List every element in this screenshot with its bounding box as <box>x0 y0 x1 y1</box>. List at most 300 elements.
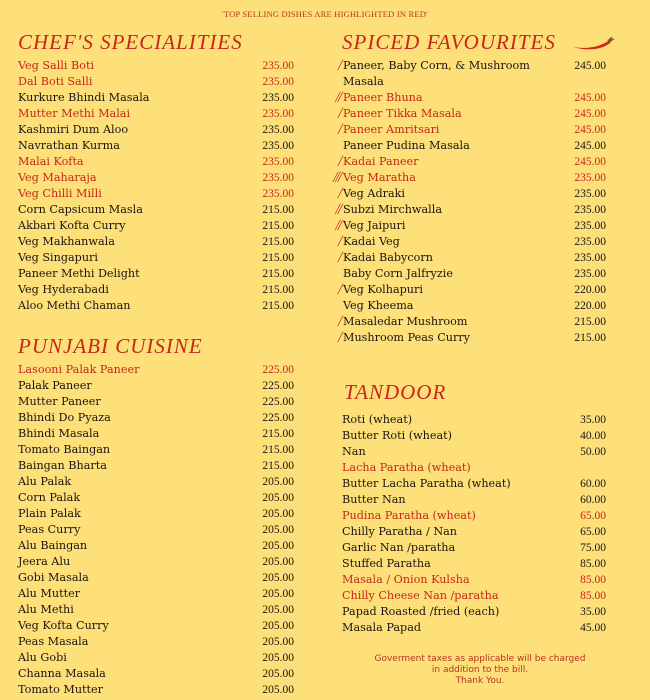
menu-item-price: 220.00 <box>574 284 606 296</box>
menu-item <box>18 266 298 282</box>
menu-item-label: Corn Capsicum Masla <box>18 203 143 216</box>
menu-item <box>326 298 630 314</box>
menu-item <box>326 122 630 138</box>
menu-item-price: 215.00 <box>262 300 294 312</box>
menu-item <box>18 586 298 602</box>
menu-item <box>326 234 630 250</box>
menu-item <box>326 90 630 106</box>
menu-item-price: 85.00 <box>580 558 606 570</box>
menu-item-price: 60.00 <box>580 494 606 506</box>
menu-item-name <box>326 170 543 186</box>
chilli-rating-icon: ╱ <box>337 189 340 199</box>
menu-item-label: Bhindi Do Pyaza <box>18 411 111 424</box>
menu-item-name <box>18 90 149 106</box>
menu-item <box>326 330 630 346</box>
menu-item-price: 50.00 <box>580 446 606 458</box>
menu-item-label: Subzi Mirchwalla <box>343 203 442 216</box>
menu-item-label: Malai Kofta <box>18 155 84 168</box>
menu-item-name <box>18 186 102 202</box>
menu-item <box>326 444 630 460</box>
menu-item-label: Aloo Methi Chaman <box>18 299 131 312</box>
menu-item-label: Kadai Babycorn <box>343 251 433 264</box>
menu-item-name <box>342 476 511 492</box>
menu-item-price: 215.00 <box>262 444 294 456</box>
menu-item-name <box>342 428 452 444</box>
menu-item-label: Veg Hyderabadi <box>18 283 109 296</box>
menu-item-label: Corn Palak <box>18 491 81 504</box>
menu-item <box>326 58 630 90</box>
menu-item-name <box>326 122 543 138</box>
menu-item-label: Veg Kolhapuri <box>343 283 423 296</box>
menu-item-price: 215.00 <box>574 332 606 344</box>
menu-item-label: Paneer Methi Delight <box>18 267 140 280</box>
menu-item-label: Alu Methi <box>18 603 74 616</box>
menu-item <box>18 154 298 170</box>
menu-item <box>326 620 630 636</box>
menu-item-price: 205.00 <box>262 508 294 520</box>
menu-item-label: Paneer Amritsari <box>343 123 440 136</box>
menu-item-name <box>18 458 107 474</box>
menu-item-price: 235.00 <box>262 60 294 72</box>
menu-item-label: Masaledar Mushroom <box>343 315 468 328</box>
chilli-rating-icon: ╱ <box>337 253 340 263</box>
chilli-rating-icon: ╱╱ <box>335 221 340 231</box>
menu-item-name <box>18 634 88 650</box>
top-selling-notice: 'TOP SELLING DISHES ARE HIGHLIGHTED IN RED' <box>222 9 428 19</box>
menu-item-label: Papad Roasted /fried (each) <box>342 605 500 618</box>
menu-item <box>326 138 630 154</box>
menu-item-label: Paneer, Baby Corn, & Mushroom Masala <box>343 59 530 88</box>
menu-item-price: 225.00 <box>262 380 294 392</box>
menu-item <box>18 554 298 570</box>
menu-item <box>326 540 630 556</box>
menu-item-label: Stuffed Paratha <box>342 557 431 570</box>
menu-item-label: Veg Salli Boti <box>18 59 95 72</box>
menu-item-label: Alu Baingan <box>18 539 88 552</box>
menu-item-price: 235.00 <box>262 92 294 104</box>
menu-item-name <box>18 362 139 378</box>
menu-item-name <box>326 314 543 330</box>
chilli-rating-icon: ╱ <box>337 125 340 135</box>
menu-item <box>326 428 630 444</box>
menu-item-name <box>326 106 543 122</box>
menu-item <box>326 492 630 508</box>
menu-item-name <box>326 202 543 218</box>
menu-item-price: 235.00 <box>574 172 606 184</box>
menu-item <box>326 266 630 282</box>
menu-item-label: Alu Mutter <box>18 587 81 600</box>
menu-item-name <box>18 522 80 538</box>
menu-item-name <box>342 604 499 620</box>
menu-item-price: 205.00 <box>262 684 294 696</box>
chilli-rating-icon: ╱ <box>337 109 340 119</box>
menu-item-name <box>18 538 87 554</box>
spiced-favourites-list <box>326 58 630 346</box>
menu-item-label: Paneer Tikka Masala <box>343 107 462 120</box>
menu-item-price: 215.00 <box>262 284 294 296</box>
menu-item-price: 215.00 <box>262 220 294 232</box>
menu-item <box>18 682 298 698</box>
chilli-rating-icon: ╱ <box>337 333 340 343</box>
menu-item-name <box>342 492 406 508</box>
menu-item-label: Veg Jaipuri <box>343 219 406 232</box>
menu-item-price: 205.00 <box>262 492 294 504</box>
menu-item-label: Butter Lacha Paratha (wheat) <box>342 477 511 490</box>
menu-item-name <box>18 666 106 682</box>
menu-item-name <box>18 618 109 634</box>
menu-item-price: 35.00 <box>580 606 606 618</box>
menu-item <box>18 394 298 410</box>
menu-item-label: Kurkure Bhindi Masala <box>18 91 150 104</box>
menu-item-price: 235.00 <box>574 204 606 216</box>
menu-item-price: 225.00 <box>262 396 294 408</box>
chilli-icon <box>572 32 616 56</box>
menu-item-label: Veg Maratha <box>343 171 416 184</box>
menu-item-label: Veg Kheema <box>343 299 414 312</box>
menu-item-label: Jeera Alu <box>18 555 71 568</box>
menu-item-price: 235.00 <box>262 108 294 120</box>
menu-item-price: 85.00 <box>580 574 606 586</box>
menu-item-name <box>326 266 543 282</box>
menu-item-price: 235.00 <box>574 220 606 232</box>
menu-item <box>18 362 298 378</box>
menu-item-price: 235.00 <box>574 268 606 280</box>
menu-item <box>326 460 630 476</box>
menu-item-name <box>326 330 543 346</box>
menu-item-price: 220.00 <box>574 300 606 312</box>
section-title-spiced-favourites <box>326 30 630 54</box>
menu-item-label: Paneer Pudina Masala <box>343 139 470 152</box>
menu-item-name <box>18 650 67 666</box>
menu-item-label: Veg Makhanwala <box>18 235 115 248</box>
menu-item-label: Lasooni Palak Paneer <box>18 363 140 376</box>
menu-item-label: Bhindi Masala <box>18 427 100 440</box>
menu-item-name <box>18 682 103 698</box>
menu-item-price: 65.00 <box>580 526 606 538</box>
menu-item-label: Tomato Baingan <box>18 443 111 456</box>
menu-item-name <box>18 474 71 490</box>
menu-item-name <box>326 58 543 90</box>
menu-item <box>18 474 298 490</box>
menu-item-name <box>18 378 92 394</box>
menu-item-price: 205.00 <box>262 668 294 680</box>
tandoor-section <box>326 380 630 636</box>
menu-item-label: Pudina Paratha (wheat) <box>342 509 476 522</box>
menu-item-name <box>326 250 543 266</box>
menu-item-label: Akbari Kofta Curry <box>18 219 126 232</box>
menu-item-name <box>326 218 543 234</box>
menu-item <box>18 666 298 682</box>
menu-item-price: 215.00 <box>262 268 294 280</box>
menu-item-name <box>18 218 126 234</box>
menu-item-name <box>18 570 89 586</box>
chilli-rating-icon: ╱╱╱ <box>332 173 340 183</box>
menu-item <box>326 572 630 588</box>
menu-item-label: Veg Chilli Milli <box>18 187 102 200</box>
menu-item <box>326 154 630 170</box>
chilli-rating-icon: ╱ <box>337 157 340 167</box>
footer-line-3: Thank You. <box>455 676 505 686</box>
menu-item-price: 205.00 <box>262 620 294 632</box>
menu-item-name <box>18 234 115 250</box>
menu-item-name <box>342 540 455 556</box>
menu-item-price: 205.00 <box>262 652 294 664</box>
menu-item <box>18 410 298 426</box>
tandoor-list <box>326 412 630 636</box>
menu-item <box>326 106 630 122</box>
menu-item-name <box>18 282 109 298</box>
menu-item-label: Baingan Bharta <box>18 459 107 472</box>
menu-item-name <box>342 444 366 460</box>
menu-item <box>18 202 298 218</box>
menu-item-price: 215.00 <box>262 428 294 440</box>
menu-item <box>18 522 298 538</box>
menu-item-price: 225.00 <box>262 364 294 376</box>
menu-item-name <box>18 410 111 426</box>
menu-item-price: 65.00 <box>580 510 606 522</box>
menu-item <box>18 282 298 298</box>
menu-item-name <box>326 186 543 202</box>
menu-item-label: Mutter Methi Malai <box>18 107 131 120</box>
menu-item-price: 205.00 <box>262 524 294 536</box>
menu-item <box>18 634 298 650</box>
menu-item-label: Lacha Paratha (wheat) <box>342 461 471 474</box>
menu-item-name <box>18 394 101 410</box>
menu-item-price: 235.00 <box>262 156 294 168</box>
menu-item-name <box>18 202 143 218</box>
menu-item-name <box>326 234 543 250</box>
footer-line-1: Goverment taxes as applicable will be charged <box>374 654 586 664</box>
menu-item-price: 225.00 <box>262 412 294 424</box>
menu-item-price: 235.00 <box>262 140 294 152</box>
menu-item-name <box>342 412 412 428</box>
menu-item-price: 245.00 <box>574 124 606 136</box>
menu-item-name <box>18 266 140 282</box>
menu-item <box>18 618 298 634</box>
menu-item <box>326 476 630 492</box>
menu-item <box>18 106 298 122</box>
menu-item-label: Nan <box>342 445 366 458</box>
menu-item <box>18 250 298 266</box>
menu-item-label: Baby Corn Jalfryzie <box>343 267 453 280</box>
menu-item-price: 235.00 <box>574 252 606 264</box>
menu-item-name <box>342 524 457 540</box>
menu-item-name <box>18 554 70 570</box>
menu-item-price: 235.00 <box>574 188 606 200</box>
menu-item-label: Butter Nan <box>342 493 406 506</box>
menu-item <box>18 138 298 154</box>
menu-item-name <box>326 138 543 154</box>
menu-item-label: Peas Curry <box>18 523 81 536</box>
menu-item <box>18 426 298 442</box>
menu-item-price: 235.00 <box>262 172 294 184</box>
menu-item-label: Roti (wheat) <box>342 413 413 426</box>
menu-item <box>18 58 298 74</box>
footer-line-2: in addition to the bill. <box>431 665 529 675</box>
menu-item <box>18 570 298 586</box>
menu-item-label: Veg Kofta Curry <box>18 619 109 632</box>
menu-item-price: 205.00 <box>262 636 294 648</box>
menu-item-label: Peas Masala <box>18 635 89 648</box>
menu-item-name <box>18 250 98 266</box>
menu-item <box>18 74 298 90</box>
menu-item-price: 235.00 <box>574 236 606 248</box>
menu-item-name <box>18 506 81 522</box>
menu-item-label: Chilly Paratha / Nan <box>342 525 458 538</box>
chefs-specialities-list <box>18 58 298 314</box>
menu-item-price: 245.00 <box>574 108 606 120</box>
menu-item-price: 235.00 <box>262 188 294 200</box>
menu-item-name <box>342 572 470 588</box>
menu-item-price: 245.00 <box>574 156 606 168</box>
menu-item-label: Mutter Paneer <box>18 395 101 408</box>
menu-item <box>18 602 298 618</box>
menu-item-name <box>326 90 543 106</box>
menu-item-name <box>18 170 97 186</box>
menu-item <box>326 250 630 266</box>
chilli-rating-icon: ╱╱ <box>335 205 340 215</box>
menu-item <box>326 202 630 218</box>
menu-item-name <box>342 588 499 604</box>
menu-item-label: Channa Masala <box>18 667 106 680</box>
menu-item <box>18 490 298 506</box>
chilli-rating-icon: ╱ <box>337 61 340 71</box>
menu-item-price: 245.00 <box>574 92 606 104</box>
menu-item-price: 60.00 <box>580 478 606 490</box>
menu-item-price: 205.00 <box>262 604 294 616</box>
chilli-rating-icon: ╱ <box>337 317 340 327</box>
menu-item-name <box>18 426 99 442</box>
menu-item <box>18 90 298 106</box>
menu-item-name <box>18 122 128 138</box>
chilli-rating-icon: ╱ <box>337 237 340 247</box>
menu-item-name <box>18 106 130 122</box>
menu-item <box>326 604 630 620</box>
section-title-tandoor: TANDOOR <box>344 380 447 404</box>
menu-item-price: 215.00 <box>574 316 606 328</box>
menu-item-label: Paneer Bhuna <box>343 91 423 104</box>
menu-item-price: 245.00 <box>574 60 606 72</box>
section-title-chefs-specialities: CHEF'S SPECIALITIES <box>18 30 243 54</box>
menu-item-label: Kadai Paneer <box>343 155 419 168</box>
menu-item-label: Kashmiri Dum Aloo <box>18 123 129 136</box>
menu-item-price: 245.00 <box>574 140 606 152</box>
menu-item <box>18 218 298 234</box>
menu-item <box>326 588 630 604</box>
menu-item-name <box>18 490 80 506</box>
menu-item-label: Garlic Nan /paratha <box>342 541 456 554</box>
menu-item-price: 215.00 <box>262 460 294 472</box>
chilli-rating-icon: ╱╱ <box>335 93 340 103</box>
punjabi-cuisine-list <box>18 362 298 698</box>
menu-item-price: 205.00 <box>262 556 294 568</box>
left-column <box>18 30 298 698</box>
tax-footer <box>330 654 630 687</box>
menu-item-price: 45.00 <box>580 622 606 634</box>
menu-item <box>18 538 298 554</box>
menu-item <box>326 282 630 298</box>
chilli-rating-icon: ╱ <box>337 285 340 295</box>
menu-item-price: 215.00 <box>262 236 294 248</box>
menu-item-price: 75.00 <box>580 542 606 554</box>
menu-item-label: Tomato Mutter <box>18 683 104 696</box>
menu-item-name <box>18 442 110 458</box>
menu-item-name <box>18 602 74 618</box>
menu-item-name <box>342 460 471 476</box>
menu-item-price: 235.00 <box>262 124 294 136</box>
menu-item <box>18 186 298 202</box>
menu-item-label: Masala / Onion Kulsha <box>342 573 470 586</box>
menu-item-price: 85.00 <box>580 590 606 602</box>
menu-item-label: Alu Gobi <box>18 651 67 664</box>
menu-item <box>326 412 630 428</box>
menu-item-name <box>326 298 543 314</box>
right-column <box>326 30 630 636</box>
menu-item <box>326 218 630 234</box>
menu-item-label: Gobi Masala <box>18 571 89 584</box>
menu-item <box>18 122 298 138</box>
menu-item <box>326 170 630 186</box>
menu-item <box>326 524 630 540</box>
menu-item-label: Navrathan Kurma <box>18 139 120 152</box>
spiced-favourites-title-text: SPICED FAVOURITES <box>342 30 556 54</box>
menu-item-price: 205.00 <box>262 540 294 552</box>
section-title-punjabi-cuisine: PUNJABI CUISINE <box>18 334 203 358</box>
menu-item-label: Masala Papad <box>342 621 422 634</box>
menu-item-label: Kadai Veg <box>343 235 400 248</box>
menu-item-name <box>342 508 476 524</box>
menu-item-label: Chilly Cheese Nan /paratha <box>342 589 499 602</box>
menu-item <box>18 170 298 186</box>
menu-item <box>18 234 298 250</box>
menu-item-price: 40.00 <box>580 430 606 442</box>
menu-item-name <box>342 556 431 572</box>
menu-item <box>18 298 298 314</box>
menu-item-price: 215.00 <box>262 252 294 264</box>
menu-item-name <box>326 154 543 170</box>
menu-item <box>326 186 630 202</box>
menu-item <box>326 314 630 330</box>
menu-item-price: 205.00 <box>262 476 294 488</box>
menu-item-label: Dal Boti Salli <box>18 75 93 88</box>
menu-item-label: Veg Singapuri <box>18 251 98 264</box>
menu-item-price: 205.00 <box>262 572 294 584</box>
menu-item-label: Veg Adraki <box>343 187 406 200</box>
menu-item <box>18 458 298 474</box>
menu-item-label: Mushroom Peas Curry <box>343 331 470 344</box>
menu-item-name <box>18 154 84 170</box>
menu-item-label: Alu Palak <box>18 475 72 488</box>
menu-item <box>18 378 298 394</box>
menu-item-price: 235.00 <box>262 76 294 88</box>
menu-item-price: 205.00 <box>262 588 294 600</box>
menu-item-price: 35.00 <box>580 414 606 426</box>
menu-item-name <box>18 58 94 74</box>
menu-item-price: 215.00 <box>262 204 294 216</box>
menu-item <box>326 508 630 524</box>
menu-item <box>326 556 630 572</box>
menu-item-name <box>18 138 120 154</box>
menu-item <box>18 442 298 458</box>
menu-item-name <box>18 298 131 314</box>
menu-item-name <box>18 74 92 90</box>
menu-item-name <box>342 620 421 636</box>
menu-item-label: Butter Roti (wheat) <box>342 429 453 442</box>
menu-item-label: Palak Paneer <box>18 379 92 392</box>
menu-item-name <box>18 586 80 602</box>
menu-item-name <box>326 282 543 298</box>
menu-item <box>18 506 298 522</box>
